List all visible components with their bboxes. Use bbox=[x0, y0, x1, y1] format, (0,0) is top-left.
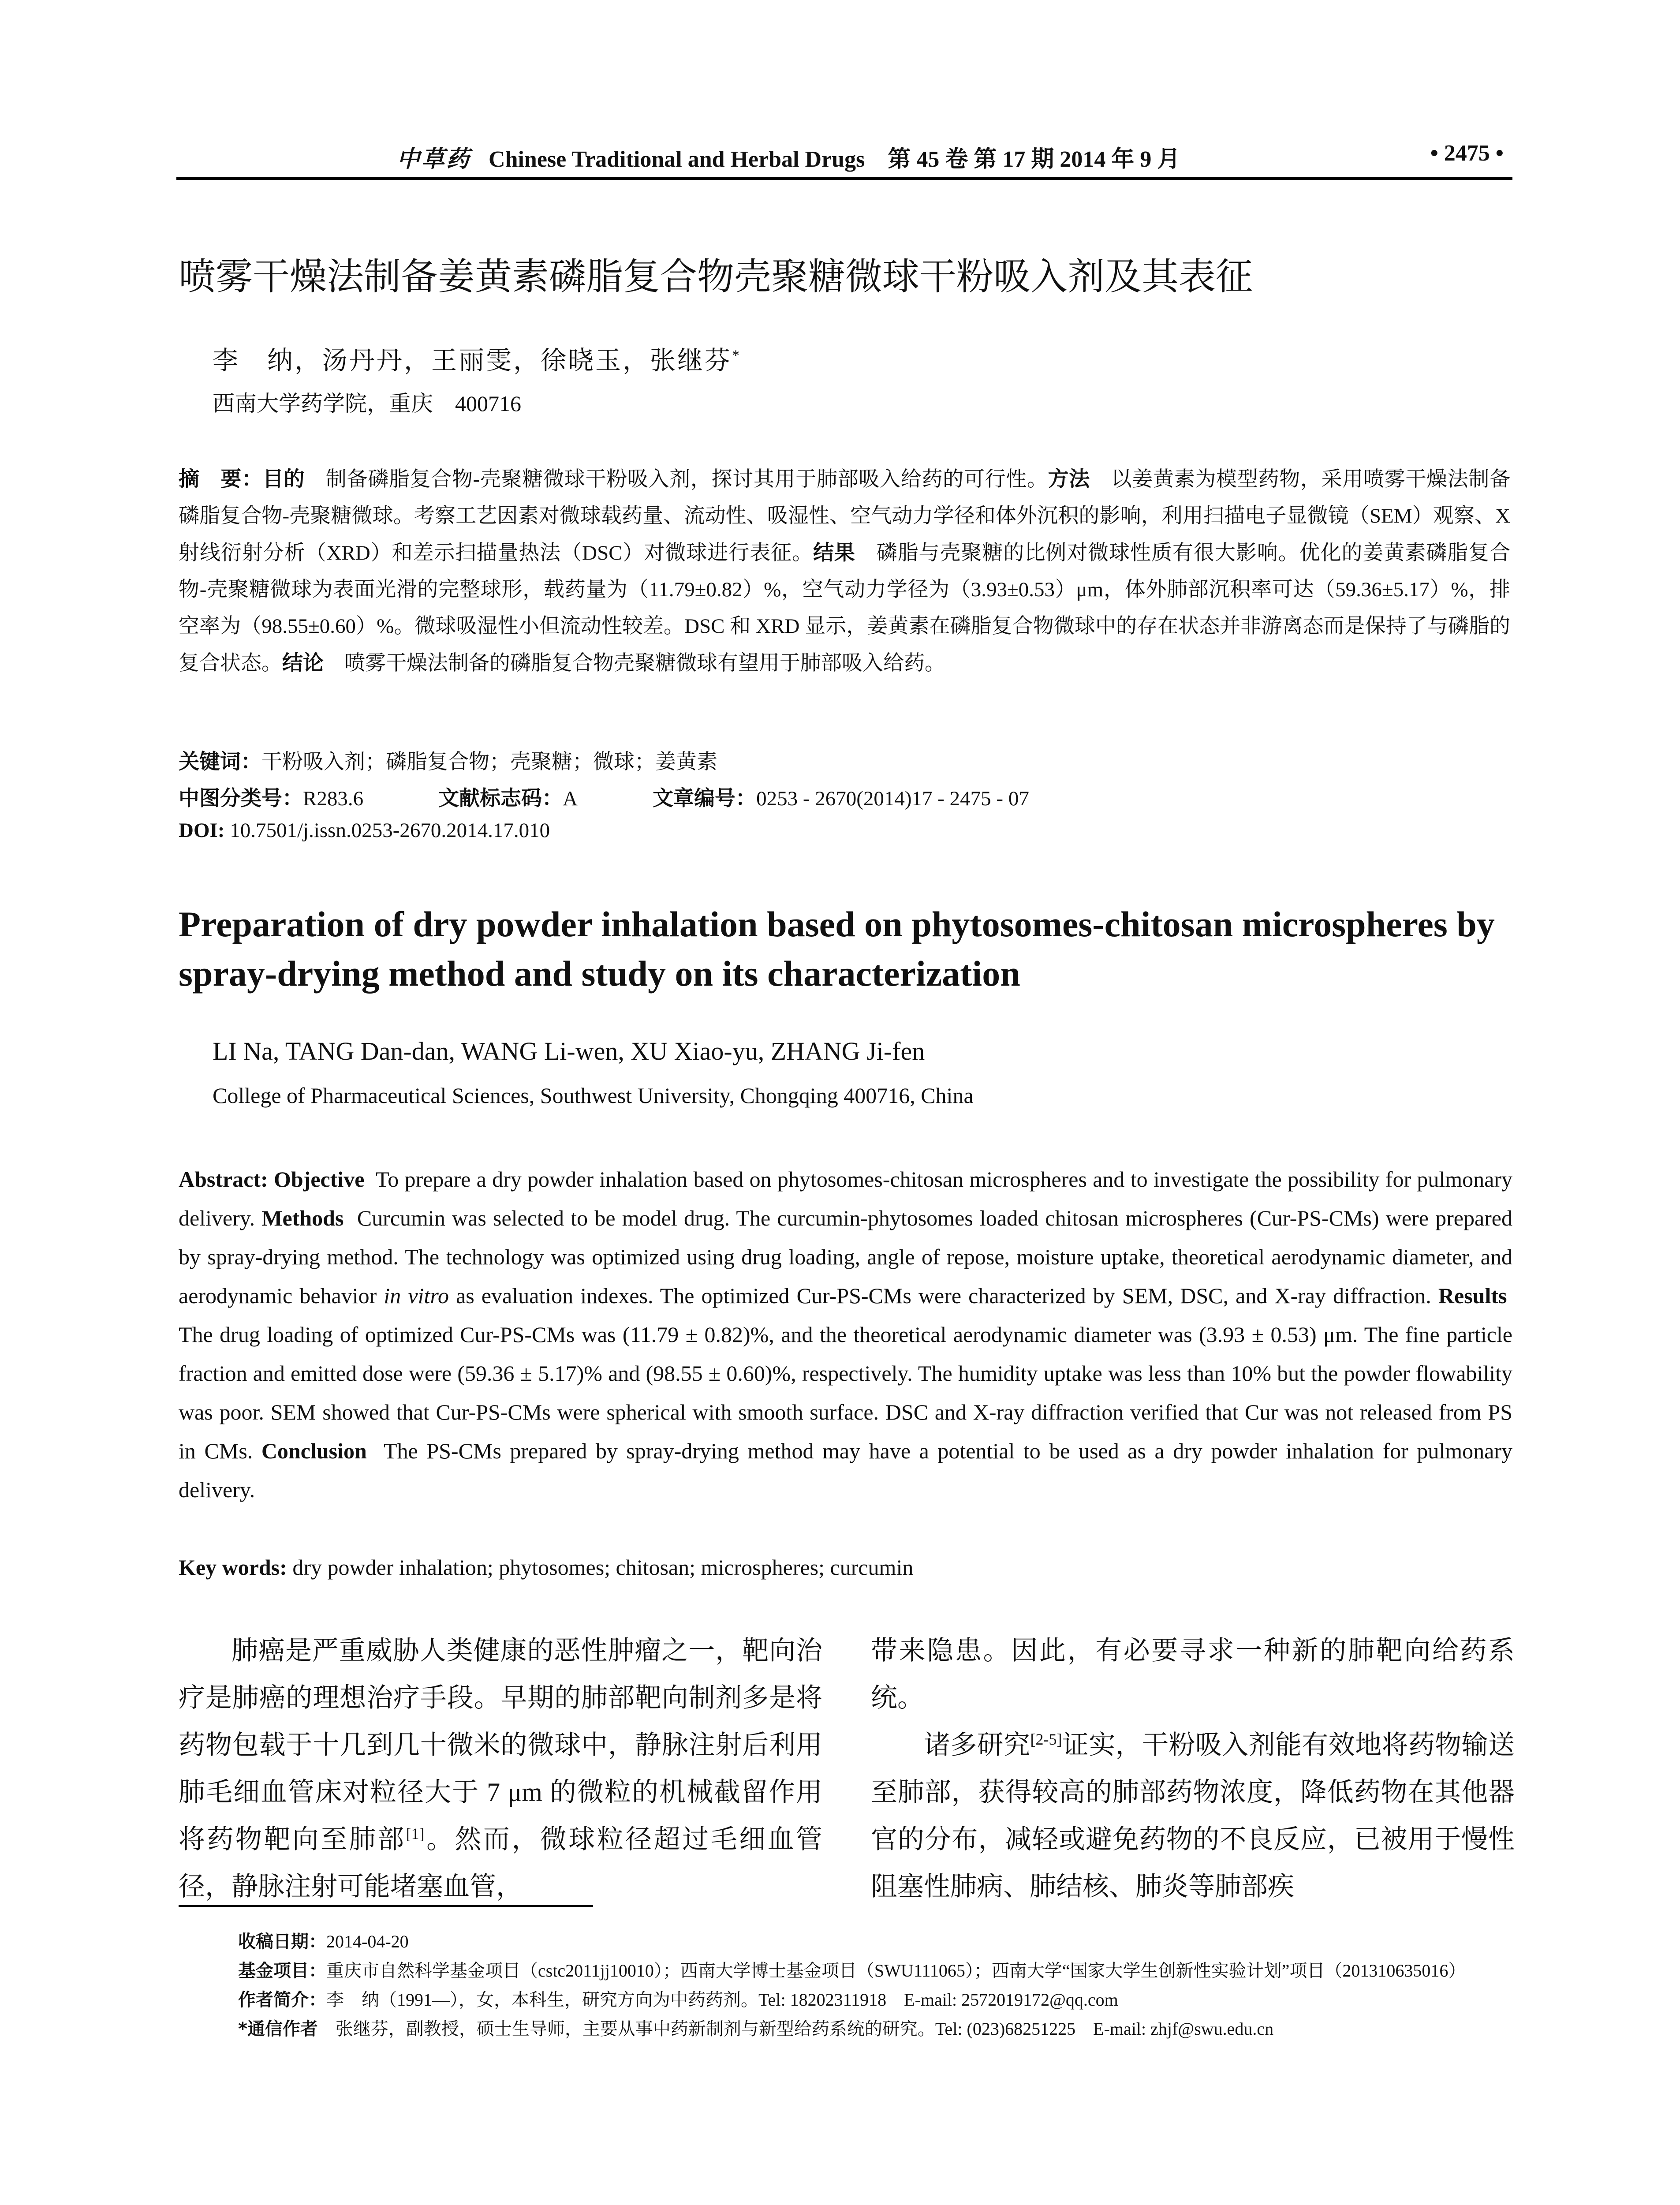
body-paragraph bbox=[871, 1722, 1515, 1910]
objective-en-label: Objective bbox=[274, 1167, 365, 1192]
footnote-text: 2014-04-20 bbox=[326, 1932, 409, 1951]
body-paragraph: 带来隐患。因此，有必要寻求一种新的肺靶向给药系统。 bbox=[871, 1636, 1515, 1712]
clc-value: R283.6 bbox=[303, 787, 364, 810]
body-column-left bbox=[179, 1627, 822, 1910]
methods-en-text-cont: as evaluation indexes. The optimized Cur-PS-CMs were characterized by SEM, DSC, and X-ray diffraction. bbox=[456, 1283, 1431, 1308]
body-text: 证实，干粉吸入剂能有效地将药物输送至肺部，获得较高的肺部药物浓度，降低药物在其他器官的分布，减轻或避免药物的不良反应，已被用于慢性阻塞性肺病、肺结核、肺炎等肺部疾 bbox=[871, 1730, 1515, 1901]
affiliation-chinese: 西南大学药学院，重庆 400716 bbox=[213, 391, 521, 416]
article-number-label: 文章编号： bbox=[653, 786, 757, 811]
footnote-text: 张继芬，副教授，硕士生导师，主要从事中药新制剂与新型给药系统的研究。Tel: (023)68251225 E-mail: zhjf@swu.edu.cn bbox=[335, 2019, 1274, 2039]
methods-en-label: Methods bbox=[261, 1206, 344, 1230]
footnote-received bbox=[238, 1927, 1508, 1956]
page-number: • 2475 • bbox=[1430, 141, 1504, 166]
title-english: Preparation of dry powder inhalation based on phytosomes-chitosan microspheres by spray-drying method and study on its characterization bbox=[179, 904, 1495, 994]
footnote-label: *通信作者 bbox=[238, 2019, 318, 2039]
objective-en-text: To prepare a dry powder inhalation based on phytosomes-chitosan microspheres and to investigate the possibility for pulmonary delivery. bbox=[179, 1167, 1513, 1230]
journal-header-line bbox=[397, 140, 1180, 173]
running-header bbox=[176, 140, 1512, 176]
footnotes bbox=[238, 1927, 1508, 2044]
results-cn-text: 磷脂与壳聚糖的比例对微球性质有很大影响。优化的姜黄素磷脂复合物-壳聚糖微球为表面光滑的完整球形，载药量为（11.79±0.82）%，空气动力学径为（3.93±0.53）μm，体外肺部沉积率可达（59.36±5.17）%，排空率为（98.55±0.60）%。微球吸湿性小但流动性较差。DSC 和 XRD 显示，姜黄素在磷脂复合物微球中的存在状态并非游离态而是保持了与磷脂的复合状态。 bbox=[179, 542, 1511, 675]
authors-chinese bbox=[213, 340, 741, 377]
footnote-text: 重庆市自然科学基金项目（cstc2011jj10010）；西南大学博士基金项目（SWU111065）；西南大学“国家大学生创新性实验计划”项目（201310635016） bbox=[326, 1961, 1466, 1981]
title-chinese: 喷雾干燥法制备姜黄素磷脂复合物壳聚糖微球干粉吸入剂及其表征 bbox=[179, 255, 1253, 298]
abstract-cn-label: 摘 要： bbox=[179, 467, 263, 491]
objective-cn-text: 制备磷脂复合物-壳聚糖微球干粉吸入剂，探讨其用于肺部吸入给药的可行性。 bbox=[325, 468, 1048, 491]
body-column-right bbox=[871, 1627, 1515, 1910]
doc-code-label: 文献标志码： bbox=[438, 786, 563, 811]
footnote-text: 李 纳（1991—），女，本科生，研究方向为中药药剂。Tel: 18202311918 E-mail: 2572019172@qq.com bbox=[326, 1990, 1118, 2010]
results-en-text: The drug loading of optimized Cur-PS-CMs was (11.79 ± 0.82)%, and the theoretical aerodynamic diameter was (3.93 ± 0.53) μm. The fine particle fraction and emitted dose were (59.36 ± 5.17)% and (98.55 ± 0.60)%, respectively. The humidity uptake was less than 10% but the powder flowability was poor. SEM showed that Cur-PS-CMs were spherical with smooth surface. DSC and X-ray diffraction verified that Cur was not released from PS in CMs. bbox=[179, 1322, 1512, 1463]
journal-logo: 中草药 bbox=[397, 146, 471, 172]
footnote-corresponding bbox=[238, 2014, 1508, 2044]
body-text: 诸多研究 bbox=[924, 1730, 1030, 1760]
keywords-en-label: Key words: bbox=[179, 1555, 287, 1580]
objective-cn-label: 目的 bbox=[262, 467, 305, 491]
methods-cn-text: 以姜黄素为模型药物，采用喷雾干燥法制备磷脂复合物-壳聚糖微球。考察工艺因素对微球载药量、流动性、吸湿性、空气动力学径和体外沉积的影响，利用扫描电子显微镜（SEM）观察、X 射线衍射分析（XRD）和差示扫描量热法（DSC）对微球进行表征。 bbox=[179, 468, 1511, 564]
doi-line bbox=[179, 818, 550, 842]
conclusion-cn-label: 结论 bbox=[282, 651, 324, 675]
abstract-en-label: Abstract: bbox=[179, 1167, 268, 1192]
corresponding-mark: * bbox=[732, 347, 742, 364]
abstract-chinese bbox=[179, 461, 1510, 682]
footnote-label: 基金项目： bbox=[238, 1961, 326, 1981]
keywords-english bbox=[179, 1555, 913, 1580]
footnote-label: 作者简介： bbox=[238, 1990, 326, 2010]
in-vitro-italic: in vitro bbox=[384, 1283, 449, 1308]
header-rule bbox=[176, 177, 1512, 180]
clc-label: 中图分类号： bbox=[179, 786, 303, 811]
body-text: 肺癌是严重威胁人类健康的恶性肿瘤之一，靶向治疗是肺癌的理想治疗手段。早期的肺部靶向制剂多是将药物包载于十几到几十微米的微球中，静脉注射后利用肺毛细血管床对粒径大于 7 μm 的微粒的机械截留作用将药物靶向至肺部 bbox=[179, 1636, 822, 1854]
conclusion-en-text: The PS-CMs prepared by spray-drying method may have a potential to be used as a dry powder inhalation for pulmonary delivery. bbox=[179, 1439, 1513, 1502]
body-paragraph bbox=[179, 1627, 822, 1910]
classification-line bbox=[179, 782, 1029, 811]
affiliation-english: College of Pharmaceutical Sciences, Southwest University, Chongqing 400716, China bbox=[213, 1083, 974, 1108]
keywords-en-value: dry powder inhalation; phytosomes; chitosan; microspheres; curcumin bbox=[292, 1555, 914, 1580]
doi-label: DOI: bbox=[179, 819, 225, 842]
methods-en-text: Curcumin was selected to be model drug. The curcumin-phytosomes loaded chitosan microspheres (Cur-PS-CMs) were prepared by spray-drying method. The technology was optimized using drug loading, angle of repose, moisture uptake, theoretical aerodynamic diameter, and aerodynamic behavior bbox=[179, 1206, 1512, 1308]
methods-cn-label: 方法 bbox=[1048, 467, 1090, 491]
body-text: 。然而，微球粒径超过毛细血管径，静脉注射可能堵塞血管， bbox=[179, 1825, 823, 1901]
authors-chinese-names: 李 纳，汤丹丹，王丽雯，徐晓玉，张继芬 bbox=[213, 346, 732, 375]
citation-ref[interactable]: [2-5] bbox=[1030, 1730, 1062, 1748]
keywords-cn-label: 关键词： bbox=[179, 750, 261, 774]
footnote-author bbox=[238, 1985, 1508, 2014]
doi-value[interactable]: 10.7501/j.issn.0253-2670.2014.17.010 bbox=[230, 819, 550, 842]
authors-english: LI Na, TANG Dan-dan, WANG Li-wen, XU Xiao-yu, ZHANG Ji-fen bbox=[213, 1037, 925, 1065]
doc-code-value: A bbox=[563, 787, 578, 810]
journal-issue-info: Chinese Traditional and Herbal Drugs 第 45 卷 第 17 期 2014 年 9 月 bbox=[489, 147, 1180, 172]
keywords-chinese bbox=[179, 745, 717, 775]
footnote-rule bbox=[179, 1905, 593, 1907]
results-en-label: Results bbox=[1438, 1283, 1507, 1308]
article-number-value: 0253 - 2670(2014)17 - 2475 - 07 bbox=[756, 787, 1029, 810]
conclusion-en-label: Conclusion bbox=[261, 1439, 367, 1463]
results-cn-label: 结果 bbox=[813, 541, 855, 565]
footnote-fund bbox=[238, 1956, 1508, 1985]
keywords-cn-value: 干粉吸入剂；磷脂复合物；壳聚糖；微球；姜黄素 bbox=[261, 751, 717, 774]
footnote-label: 收稿日期： bbox=[238, 1932, 326, 1952]
conclusion-cn-text: 喷雾干燥法制备的磷脂复合物壳聚糖微球有望用于肺部吸入给药。 bbox=[344, 652, 945, 675]
abstract-english bbox=[179, 1160, 1512, 1509]
citation-ref[interactable]: [1] bbox=[406, 1825, 425, 1842]
